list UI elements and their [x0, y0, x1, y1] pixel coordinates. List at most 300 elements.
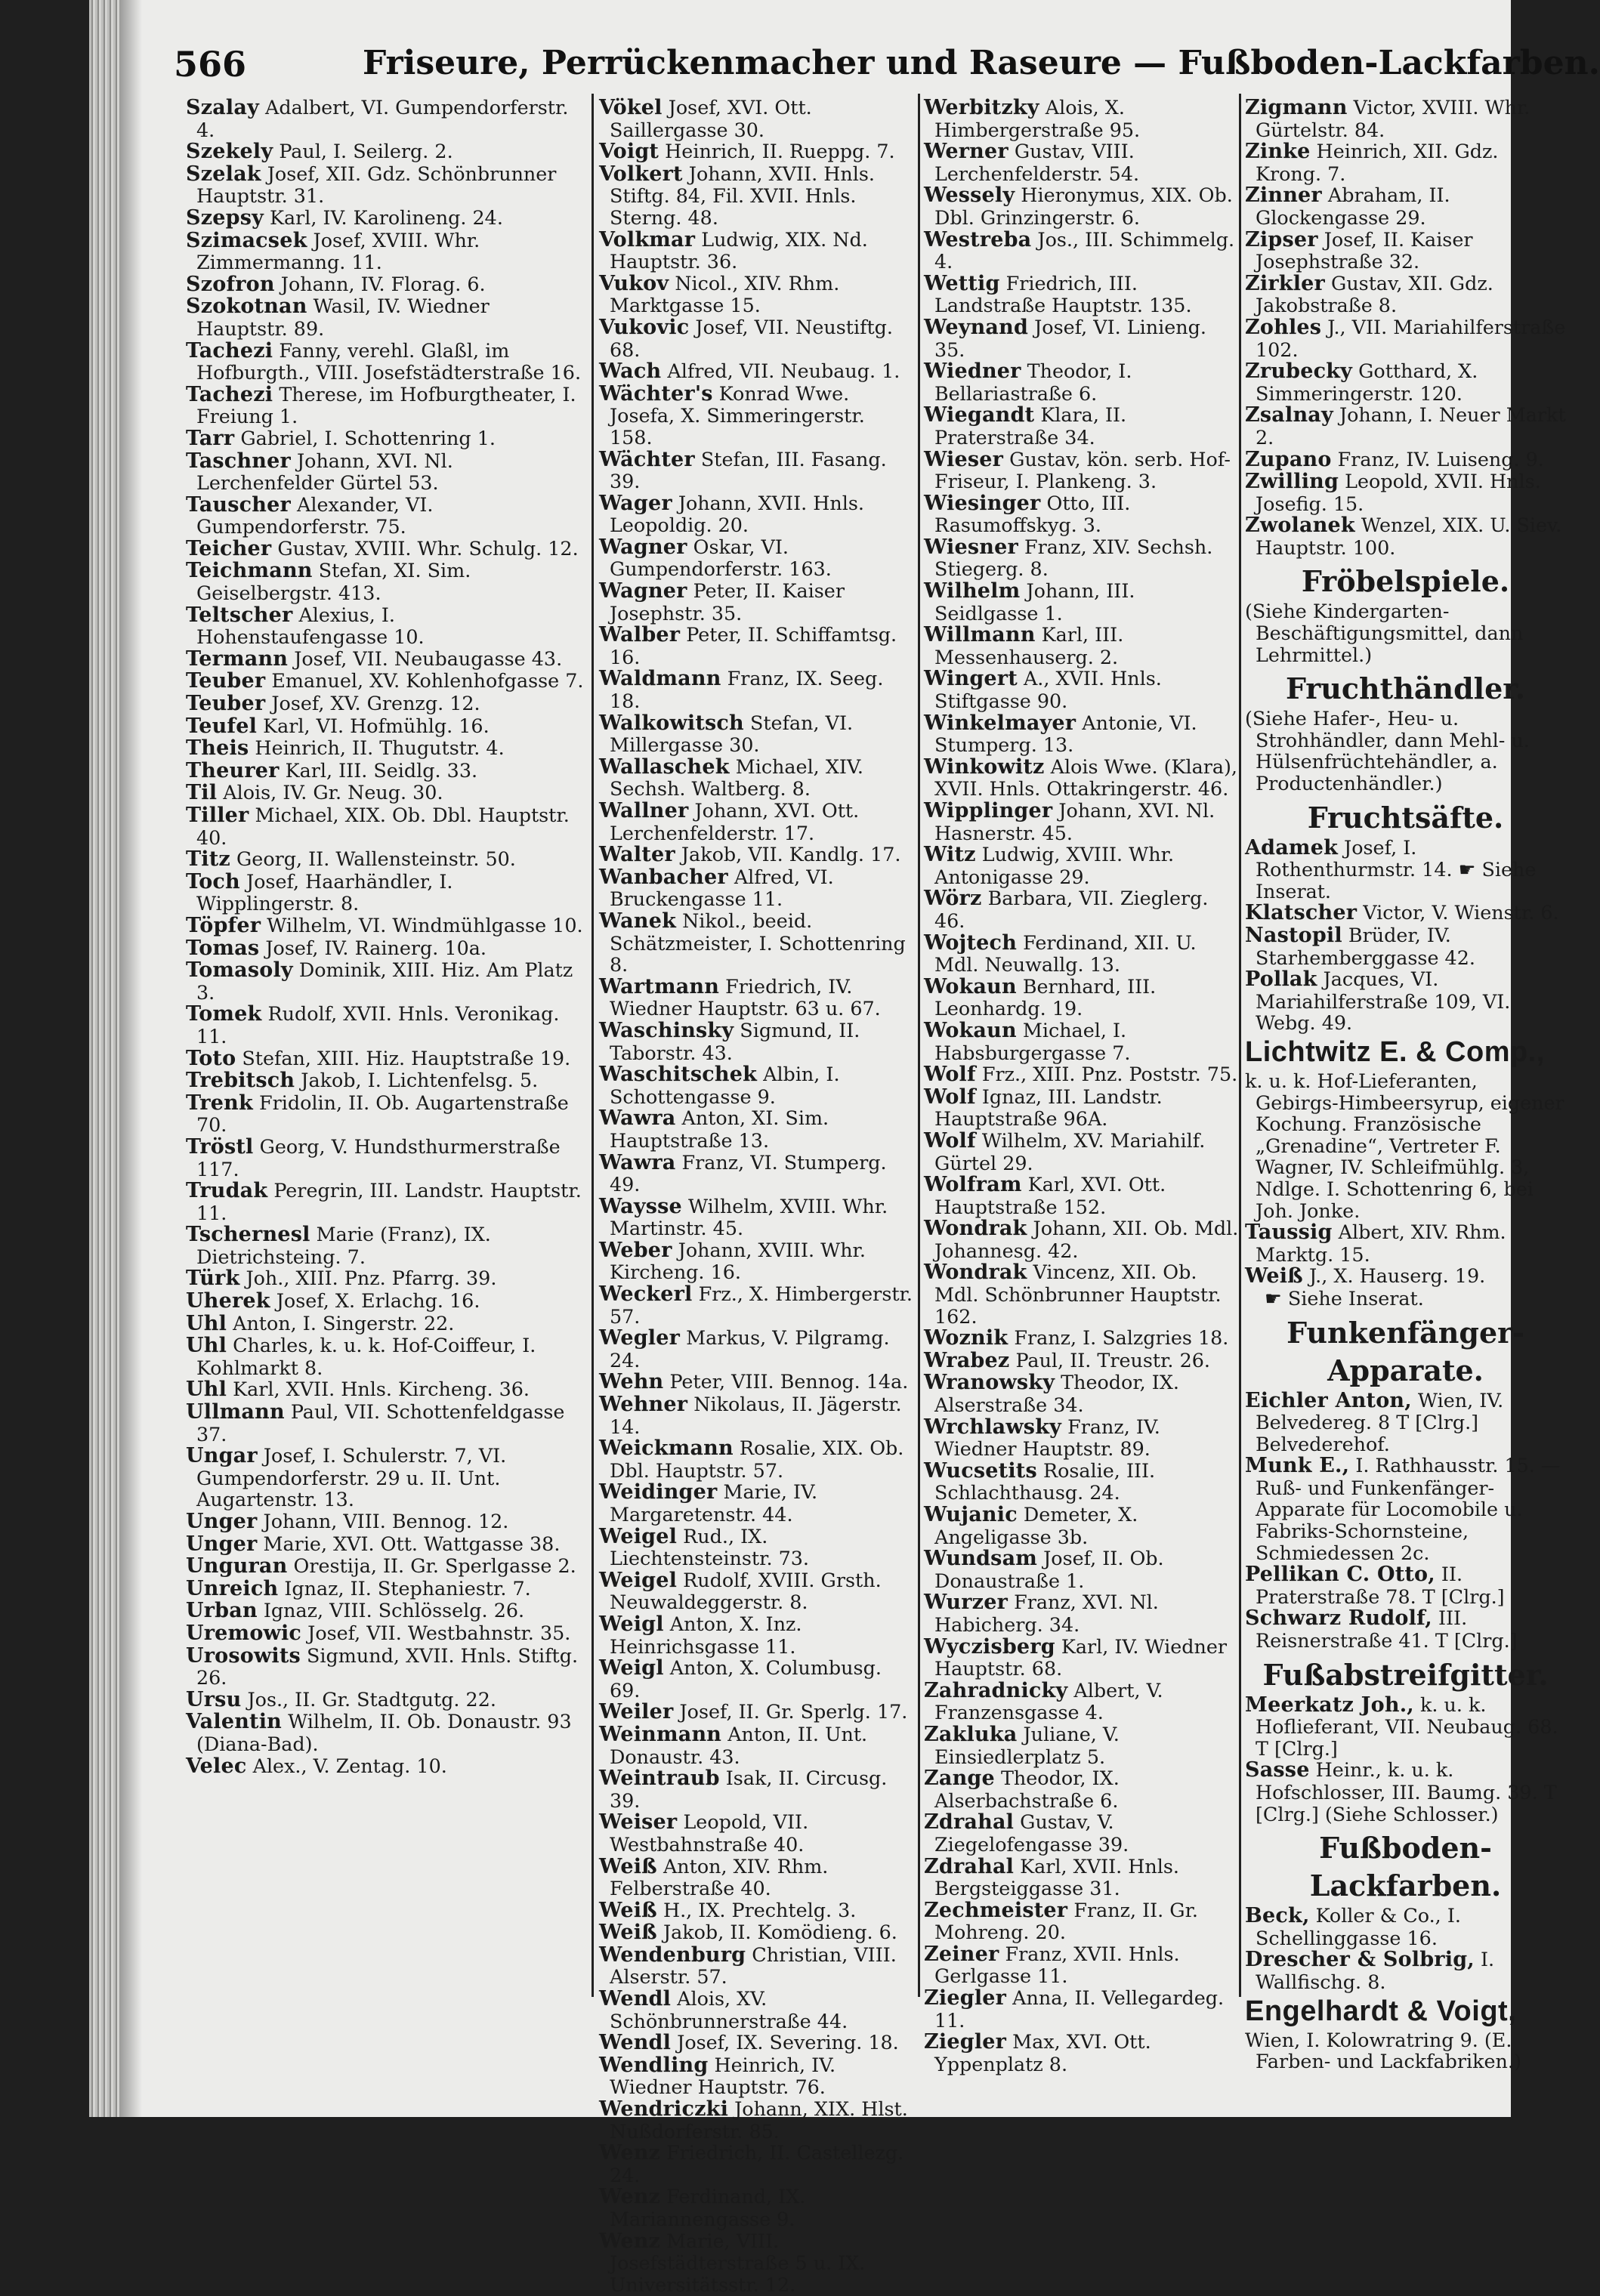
- entry-address: Bernhard, III. Leonhardg. 19.: [934, 974, 1157, 1020]
- directory-entry: [186, 1401, 586, 1445]
- entry-address: Anna, II. Vellegardeg. 11.: [934, 1986, 1225, 2032]
- entry-name: Uherek: [186, 1289, 270, 1313]
- column-rule: [592, 94, 594, 1997]
- directory-entry: [186, 1511, 586, 1533]
- entry-address: Alois Wwe. (Klara), XVII. Hnls. Ottakringerstr. 46.: [934, 755, 1237, 801]
- entry-address: Heinrich, XII. Gdz. Krong. 7.: [1256, 140, 1499, 185]
- section-heading-fussabstreif: Fußabstreifgitter.: [1262, 1657, 1549, 1692]
- directory-entry: [186, 1555, 586, 1578]
- directory-entry: [924, 1327, 1241, 1350]
- entry-address: Alois, IV. Gr. Neug. 30.: [217, 781, 443, 804]
- directory-entry: [186, 848, 586, 871]
- entry-address: Franz, IV. Luiseng. 9.: [1331, 447, 1544, 471]
- directory-entry: [186, 494, 586, 538]
- directory-entry: [599, 1526, 913, 1569]
- entry-name: Wiegandt: [924, 403, 1035, 427]
- entry-name: Waldmann: [599, 667, 721, 691]
- directory-entry: [924, 932, 1241, 976]
- directory-entry: [186, 427, 586, 450]
- directory-entry: [186, 1313, 586, 1335]
- directory-entry: [186, 1645, 586, 1689]
- directory-entry: [599, 756, 913, 800]
- entry-address: Ferdinand, IX. Mariannengasse 9.: [610, 2185, 806, 2230]
- entry-address: Stefan, VI. Millergasse 30.: [610, 711, 854, 757]
- entry-address: Albert, V. Franzensgasse 4.: [934, 1678, 1163, 1724]
- entry-address: Jos., II. Gr. Stadtgutg. 22.: [241, 1687, 496, 1711]
- entry-name: Trudak: [186, 1179, 268, 1203]
- entry-address: Anton, X. Columbusg. 69.: [610, 1656, 882, 1702]
- entry-address: Gustav, XVIII. Whr. Schulg. 12.: [271, 536, 579, 560]
- directory-entry: [186, 1578, 586, 1600]
- directory-entry: [599, 1327, 913, 1371]
- directory-entry: [599, 360, 913, 383]
- entry-name: Wiesinger: [924, 491, 1041, 515]
- entry-name: Termann: [186, 647, 289, 671]
- entry-address: Jakob, VII. Kandlg. 17.: [675, 843, 901, 866]
- entry-name: Walkowitsch: [599, 711, 744, 735]
- entry-name: Wucsetits: [924, 1458, 1037, 1483]
- directory-entry: [186, 97, 586, 140]
- column-2: [599, 96, 913, 2296]
- entry-name: Wendriczki: [599, 2097, 729, 2122]
- entry-name: Wallaschek: [599, 755, 730, 779]
- entry-address: Karl, XVI. Ott. Hauptstraße 152.: [934, 1173, 1166, 1218]
- entry-name: Weigl: [599, 1612, 664, 1636]
- directory-entry: [924, 1856, 1241, 1899]
- entry-address: Josef, VII. Neubaugasse 43.: [288, 647, 563, 670]
- directory-entry: [924, 492, 1241, 536]
- entry-name: Zange: [924, 1767, 995, 1791]
- entry-address: Johann, I. Neuer Markt 2.: [1256, 403, 1566, 449]
- entry-address: Theodor, IX. Alserbachstraße 6.: [934, 1767, 1120, 1812]
- entry-address: Emanuel, XV. Kohlenhofgasse 7.: [265, 669, 584, 693]
- directory-entry: [599, 492, 913, 536]
- directory-entry: [599, 1020, 913, 1063]
- entry-address: Franz, VI. Stumperg. 49.: [610, 1150, 887, 1196]
- entry-name: Witz: [924, 843, 976, 867]
- directory-entry: [186, 670, 586, 693]
- directory-entry: [186, 384, 586, 427]
- directory-entry: [186, 1600, 586, 1622]
- entry-address: II. Praterstraße 78. T [Clrg.]: [1256, 1563, 1505, 1608]
- directory-entry: [924, 1504, 1241, 1548]
- entry-address: Ignaz, VIII. Schlösselg. 26.: [257, 1599, 525, 1622]
- entry-address: Josef, XV. Grenzg. 12.: [265, 692, 480, 715]
- directory-entry: [599, 1988, 913, 2032]
- entry-name: Wehner: [599, 1393, 688, 1417]
- directory-entry: [599, 1393, 913, 1437]
- entry-address: Ferdinand, XII. U. Mdl. Neuwallg. 13.: [934, 930, 1197, 977]
- directory-entry: [186, 207, 586, 230]
- entry-name: Wolf: [924, 1128, 976, 1153]
- directory-entry: [599, 1481, 913, 1525]
- entry-name: Teuber: [186, 692, 266, 716]
- entry-name: Volkert: [599, 162, 683, 186]
- directory-entry: [1245, 449, 1566, 471]
- entry-address: Peregrin, III. Landstr. Hauptstr. 11.: [196, 1179, 582, 1224]
- directory-entry: [599, 2186, 913, 2230]
- entry-name: Weiß: [599, 1921, 657, 1945]
- entry-name: Weigel: [599, 1524, 678, 1548]
- entry-address: Josef, VII. Neustiftg. 68.: [610, 315, 893, 361]
- section-heading-funkenfaenger: Funkenfänger-Apparate.: [1286, 1315, 1524, 1387]
- entry-address: Josef, Haarhändler, I. Wipplingerstr. 8.: [196, 869, 453, 915]
- directory-entry: [599, 1724, 913, 1767]
- entry-name: Vukovic: [599, 315, 690, 339]
- entry-name: Zdrahal: [924, 1854, 1015, 1878]
- entry-name: Trenk: [186, 1091, 253, 1115]
- entry-name: Weidinger: [599, 1480, 718, 1504]
- entry-name: Volkmar: [599, 227, 696, 252]
- directory-entry: [1245, 1694, 1566, 1760]
- entry-name: Zigmann: [1245, 96, 1348, 119]
- entry-name: Taussig: [1245, 1221, 1333, 1245]
- directory-entry: [599, 1437, 913, 1481]
- entry-name: Wrabez: [924, 1348, 1010, 1372]
- entry-name: Szalay: [186, 96, 259, 119]
- entry-name: Zinner: [1245, 184, 1322, 208]
- entry-address: Theodor, IX. Alserstraße 34.: [934, 1371, 1179, 1417]
- entry-name: Zipser: [1245, 227, 1318, 252]
- entry-address: Karl, III. Seidlg. 33.: [279, 758, 478, 782]
- directory-entry: [599, 1239, 913, 1283]
- directory-entry: [924, 844, 1241, 887]
- entry-name: Wendenburg: [599, 1943, 746, 1967]
- entry-name: Wilhelm: [924, 579, 1021, 603]
- directory-entry: [599, 1657, 913, 1701]
- directory-entry: [186, 648, 586, 671]
- column-3: [924, 97, 1241, 2091]
- entry-name: Voigt: [599, 140, 659, 164]
- entry-address: Jacques, VI. Mariahilferstraße 109, VI. Webg. 49.: [1256, 967, 1511, 1035]
- entry-name: Wenz: [599, 2229, 661, 2253]
- entry-address: Heinrich, II. Rueppg. 7.: [659, 140, 895, 163]
- entry-address: Michael, XIV. Sechsh. Waltberg. 8.: [610, 755, 863, 801]
- directory-entry: [186, 1267, 586, 1290]
- directory-entry: [924, 1174, 1241, 1217]
- entry-name: Wettig: [924, 271, 1000, 295]
- entry-name: Eichler Anton,: [1245, 1388, 1412, 1412]
- directory-entry: [599, 163, 913, 229]
- entry-address: Alois, XV. Schönbrunnerstraße 44.: [610, 1987, 848, 2032]
- gutter-shadow: [119, 0, 142, 2117]
- entry-name: Til: [186, 781, 218, 805]
- entry-address: Jakob, II. Komödieng. 6.: [656, 1921, 897, 1944]
- entry-address: J., X. Hauserg. 19.: [1302, 1264, 1486, 1288]
- directory-entry: [186, 804, 586, 848]
- entry-address: Gustav, V. Ziegelofengasse 39.: [934, 1810, 1129, 1856]
- entry-address: Nikol., beeid. Schätzmeister, I. Schottenring 8.: [610, 909, 906, 977]
- directory-entry: [924, 1086, 1241, 1130]
- entry-address: Johann, IV. Florag. 6.: [274, 272, 486, 295]
- entry-name: Wallner: [599, 799, 689, 822]
- entry-address: Antonie, VI. Stumperg. 13.: [934, 711, 1197, 757]
- directory-entry: [186, 915, 586, 937]
- entry-name: Waysse: [599, 1194, 682, 1218]
- entry-name: Zwolanek: [1245, 514, 1355, 538]
- entry-name: Velec: [186, 1754, 247, 1778]
- entry-address: Brüder, IV. Starhemberggasse 42.: [1256, 924, 1475, 969]
- entry-name: Zeiner: [924, 1942, 999, 1966]
- entry-name: Wehn: [599, 1370, 664, 1394]
- section-note: (Siehe Kindergarten-Beschäftigungsmittel, dann Lehrmittel.): [1245, 600, 1524, 666]
- entry-address: Marie, XVI. Ott. Wattgasse 38.: [257, 1532, 561, 1555]
- directory-entry: [599, 712, 913, 756]
- entry-name: Zinke: [1245, 140, 1311, 164]
- directory-entry: [924, 449, 1241, 492]
- entry-name: Vökel: [599, 96, 663, 119]
- entry-name: Wagner: [599, 535, 687, 559]
- directory-entry: [599, 1152, 913, 1196]
- entry-name: Wipplinger: [924, 799, 1053, 822]
- entry-name: Werner: [924, 140, 1008, 164]
- directory-entry: [599, 2054, 913, 2098]
- directory-entry: [599, 800, 913, 844]
- directory-entry: [924, 1217, 1241, 1261]
- directory-entry: [599, 668, 913, 711]
- entry-address: Sigmund, II. Taborstr. 43.: [610, 1018, 860, 1064]
- entry-name: Wondrak: [924, 1217, 1027, 1241]
- entry-address: Wilhelm, XV. Mariahilf. Gürtel 29.: [934, 1128, 1206, 1174]
- entry-name: Wurzer: [924, 1591, 1008, 1615]
- directory-entry: [1245, 140, 1566, 184]
- directory-entry: [1245, 471, 1566, 514]
- entry-address: Karl, III. Messenhauserg. 2.: [934, 623, 1124, 668]
- directory-entry: [924, 316, 1241, 360]
- directory-entry: [186, 1622, 586, 1645]
- entry-address: Dominik, XIII. Hiz. Am Platz 3.: [196, 958, 573, 1004]
- entry-name: Tarr: [186, 426, 235, 450]
- entry-address: Gustav, XII. Gdz. Jakobstraße 8.: [1256, 271, 1493, 317]
- entry-name: Wiedner: [924, 360, 1021, 384]
- entry-address: Josef, I. Schulerstr. 7, VI. Gumpendorferstr. 29 u. II. Unt. Augartenstr. 13.: [196, 1444, 507, 1511]
- directory-entry: [924, 712, 1241, 756]
- entry-address: Peter, II. Schiffamtsg. 16.: [610, 623, 897, 668]
- directory-entry: [186, 782, 586, 804]
- entry-address: Josef, XVIII. Whr. Zimmermanng. 11.: [196, 228, 480, 274]
- directory-entry: [186, 959, 586, 1003]
- entry-name: Unreich: [186, 1576, 279, 1600]
- entry-name: Szelak: [186, 162, 261, 186]
- entry-name: Zohles: [1245, 315, 1322, 339]
- entry-name: Zakluka: [924, 1722, 1018, 1746]
- entry-address: Orestija, II. Gr. Sperlgasse 2.: [287, 1554, 576, 1578]
- directory-entry: [599, 1613, 913, 1657]
- entry-name: Westreba: [924, 227, 1032, 252]
- entry-address: Rosalie, XIX. Ob. Dbl. Hauptstr. 57.: [610, 1437, 904, 1482]
- directory-entry: [599, 2032, 913, 2054]
- entry-name: Weigel: [599, 1568, 678, 1592]
- directory-entry: [186, 1755, 586, 1778]
- entry-address: Johann, III. Seidlgasse 1.: [934, 579, 1135, 625]
- entry-name: Wanbacher: [599, 865, 728, 889]
- entry-name: Teltscher: [186, 603, 293, 627]
- entry-address: A., XVII. Hnls. Stiftgasse 90.: [934, 667, 1162, 713]
- entry-name: Weiß: [599, 1898, 657, 1922]
- entry-name: Vukov: [599, 271, 669, 295]
- directory-entry: [924, 800, 1241, 844]
- entry-address: Alexander, VI. Gumpendorferstr. 75.: [196, 492, 434, 539]
- entry-address: Therese, im Hofburgtheater, I. Freiung 1.: [196, 382, 576, 428]
- entry-name: Wessely: [924, 184, 1015, 208]
- entry-name: Wendling: [599, 2053, 709, 2077]
- entry-address: Anton, XI. Sim. Hauptstraße 13.: [610, 1106, 829, 1152]
- entry-address: k. u. k. Hoflieferant, VII. Neubaug. 68. T [Clrg.]: [1256, 1693, 1558, 1760]
- entry-address: Johann, XII. Ob. Mdl. Johannesg. 42.: [934, 1217, 1239, 1262]
- directory-entry: [186, 604, 586, 648]
- directory-entry: [186, 1136, 586, 1180]
- directory-entry: [599, 910, 913, 976]
- entry-name: Nastopil: [1245, 924, 1342, 947]
- entry-address: Gustav, VIII. Lerchenfelderstr. 54.: [934, 140, 1140, 185]
- entry-address: Marie, VIII. Josefstädterstraße 5 u. IX. Universitätsstr. 12.: [610, 2229, 866, 2296]
- entry-address: Albert, XIV. Rhm. Marktg. 15.: [1256, 1221, 1506, 1266]
- entry-name: Tauscher: [186, 492, 291, 517]
- entry-name: Szofron: [186, 272, 275, 296]
- entry-name: Ungar: [186, 1444, 258, 1468]
- entry-address: Josef, VI. Linieng. 35.: [934, 315, 1206, 361]
- directory-entry: [1245, 902, 1566, 924]
- entry-name: Wranowsky: [924, 1371, 1055, 1395]
- entry-name: Wach: [599, 360, 662, 384]
- entry-address: Alfred, VII. Neubaug. 1.: [661, 360, 900, 383]
- directory-entry: [599, 1767, 913, 1811]
- entry-address: Karl, VI. Hofmühlg. 16.: [257, 714, 490, 737]
- entry-name: Wujanic: [924, 1503, 1018, 1526]
- entry-name: Weintraub: [599, 1767, 720, 1791]
- entry-address: Marie, IV. Margaretenstr. 44.: [610, 1480, 818, 1526]
- directory-entry: [924, 1350, 1241, 1372]
- entry-address: Alfred, VI. Bruckengasse 11.: [610, 865, 834, 911]
- entry-address: Paul, II. Treustr. 26.: [1009, 1348, 1210, 1372]
- directory-entry: [599, 140, 913, 163]
- entry-address: Jos., III. Schimmelg. 4.: [934, 227, 1235, 273]
- directory-entry: [924, 624, 1241, 668]
- directory-entry: [924, 1943, 1241, 1987]
- entry-name: Adamek: [1245, 835, 1338, 859]
- page-edge: [89, 0, 119, 2117]
- entry-address: Alexius, I. Hohenstaufengasse 10.: [196, 603, 425, 649]
- section-heading-froebel: Fröbelspiele.: [1301, 564, 1510, 599]
- directory-entry: [1245, 316, 1566, 360]
- entry-name: Weiser: [599, 1810, 678, 1835]
- entry-name: Wojtech: [924, 930, 1018, 955]
- directory-entry: [599, 2098, 913, 2142]
- entry-address: Johann, XVI. Nl. Hasnerstr. 45.: [934, 799, 1215, 844]
- directory-entry: [1245, 404, 1566, 448]
- entry-address: Karl, IV. Wiedner Hauptstr. 68.: [934, 1634, 1228, 1680]
- directory-entry: [924, 1767, 1241, 1811]
- entry-name: Weckerl: [599, 1282, 693, 1307]
- ad-lichtwitz: Lichtwitz E. & Comp.,: [1245, 1035, 1545, 1068]
- entries-fruchtsaefte: [1245, 837, 1566, 1034]
- directory-entry: [599, 1196, 913, 1239]
- entries-funkenfaenger: [1245, 1390, 1566, 1652]
- column-4: [1245, 97, 1566, 2091]
- directory-entry: [1245, 1607, 1566, 1651]
- directory-entry: [924, 404, 1241, 448]
- entry-address: Josef, II. Ob. Donaustraße 1.: [934, 1547, 1164, 1592]
- entry-name: Wieser: [924, 447, 1004, 471]
- entry-name: Walber: [599, 623, 681, 647]
- entry-address: Vincenz, XII. Ob. Mdl. Schönbrunner Hauptstr. 162.: [934, 1261, 1222, 1328]
- column-rule: [918, 94, 920, 1997]
- entry-address: Theodor, I. Bellariastraße 6.: [934, 360, 1132, 405]
- entry-name: Wolf: [924, 1085, 976, 1109]
- directory-entry: [924, 273, 1241, 316]
- entry-name: Wartmann: [599, 974, 720, 998]
- entry-address: Georg, II. Wallensteinstr. 50.: [230, 847, 516, 871]
- directory-entry: [1245, 360, 1566, 404]
- entry-address: Demeter, X. Angeligasse 3b.: [934, 1503, 1138, 1548]
- directory-entry: [924, 1261, 1241, 1327]
- entry-name: Drescher & Solbrig,: [1245, 1948, 1475, 1972]
- entry-name: Unger: [186, 1510, 258, 1533]
- entry-address: Charles, k. u. k. Hof-Coiffeur, I. Kohlmarkt 8.: [196, 1334, 536, 1379]
- entry-address: Wien, IV. Belvedereg. 8 T [Clrg.] Belvederehof.: [1256, 1388, 1504, 1455]
- directory-entry: [924, 1130, 1241, 1174]
- entry-name: Ullmann: [186, 1400, 285, 1424]
- entry-name: Wächter: [599, 447, 695, 471]
- entry-address: Adalbert, VI. Gumpendorferstr. 4.: [196, 96, 569, 141]
- directory-entry: [186, 1180, 586, 1224]
- entry-address: Josef, XVI. Ott. Saillergasse 30.: [610, 96, 812, 141]
- directory-entry: [599, 1701, 913, 1724]
- entry-address: Josef, II. Kaiser Josephstraße 32.: [1256, 227, 1473, 273]
- entry-address: Klara, II. Praterstraße 34.: [934, 403, 1127, 449]
- entry-address: Ludwig, XIX. Nd. Hauptstr. 36.: [610, 227, 868, 273]
- entry-address: Gabriel, I. Schottenring 1.: [234, 426, 496, 449]
- directory-entry: [186, 1335, 586, 1378]
- entry-name: Toch: [186, 869, 240, 893]
- entry-name: Teichmann: [186, 559, 313, 583]
- directory-entry: [1245, 97, 1566, 140]
- entry-name: Wawra: [599, 1150, 676, 1174]
- directory-entry: [186, 737, 586, 760]
- entry-name: Zechmeister: [924, 1898, 1068, 1922]
- directory-entry: [1245, 1265, 1566, 1288]
- entry-name: Walter: [599, 843, 675, 867]
- directory-entry: [599, 1921, 913, 1944]
- directory-entry: [599, 1899, 913, 1922]
- entry-name: Pellikan C. Otto,: [1245, 1563, 1435, 1587]
- directory-entry: [186, 1378, 586, 1401]
- directory-entry: [599, 1063, 913, 1107]
- entry-address: Frz., XIII. Pnz. Poststr. 75.: [975, 1063, 1238, 1086]
- entry-name: Werbitzky: [924, 96, 1039, 119]
- directory-entry: [924, 97, 1241, 140]
- directory-page: [89, 0, 1600, 2296]
- entry-name: Ziegler: [924, 2030, 1007, 2054]
- directory-entry: [599, 536, 913, 580]
- entry-name: Winkowitz: [924, 755, 1045, 779]
- entry-name: Wawra: [599, 1106, 676, 1131]
- directory-entry: [599, 1371, 913, 1393]
- directory-entry: [924, 536, 1241, 580]
- entry-address: Anton, XIV. Rhm. Felberstraße 40.: [610, 1854, 829, 1900]
- entry-address: Karl, XVII. Hnls. Kircheng. 36.: [227, 1378, 530, 1401]
- directory-entry: [186, 1003, 586, 1047]
- entry-address: I. Rathhausstr. 15. —Ruß- und Funkenfänger-Apparate für Locomobile u. Fabriks-Schornsteine, Schmiedessen 2c.: [1256, 1454, 1561, 1564]
- directory-entry: [186, 295, 586, 339]
- entry-address: Heinrich, II. Thugutstr. 4.: [249, 736, 505, 760]
- entry-address: Josef, II. Gr. Sperlg. 17.: [673, 1700, 908, 1724]
- directory-entry: [599, 580, 913, 624]
- directory-entry: [1245, 1455, 1566, 1563]
- entry-name: Szepsy: [186, 205, 264, 230]
- entry-address: Johann, VIII. Bennog. 12.: [257, 1510, 509, 1532]
- entry-address: Josef, X. Erlachg. 16.: [270, 1289, 480, 1313]
